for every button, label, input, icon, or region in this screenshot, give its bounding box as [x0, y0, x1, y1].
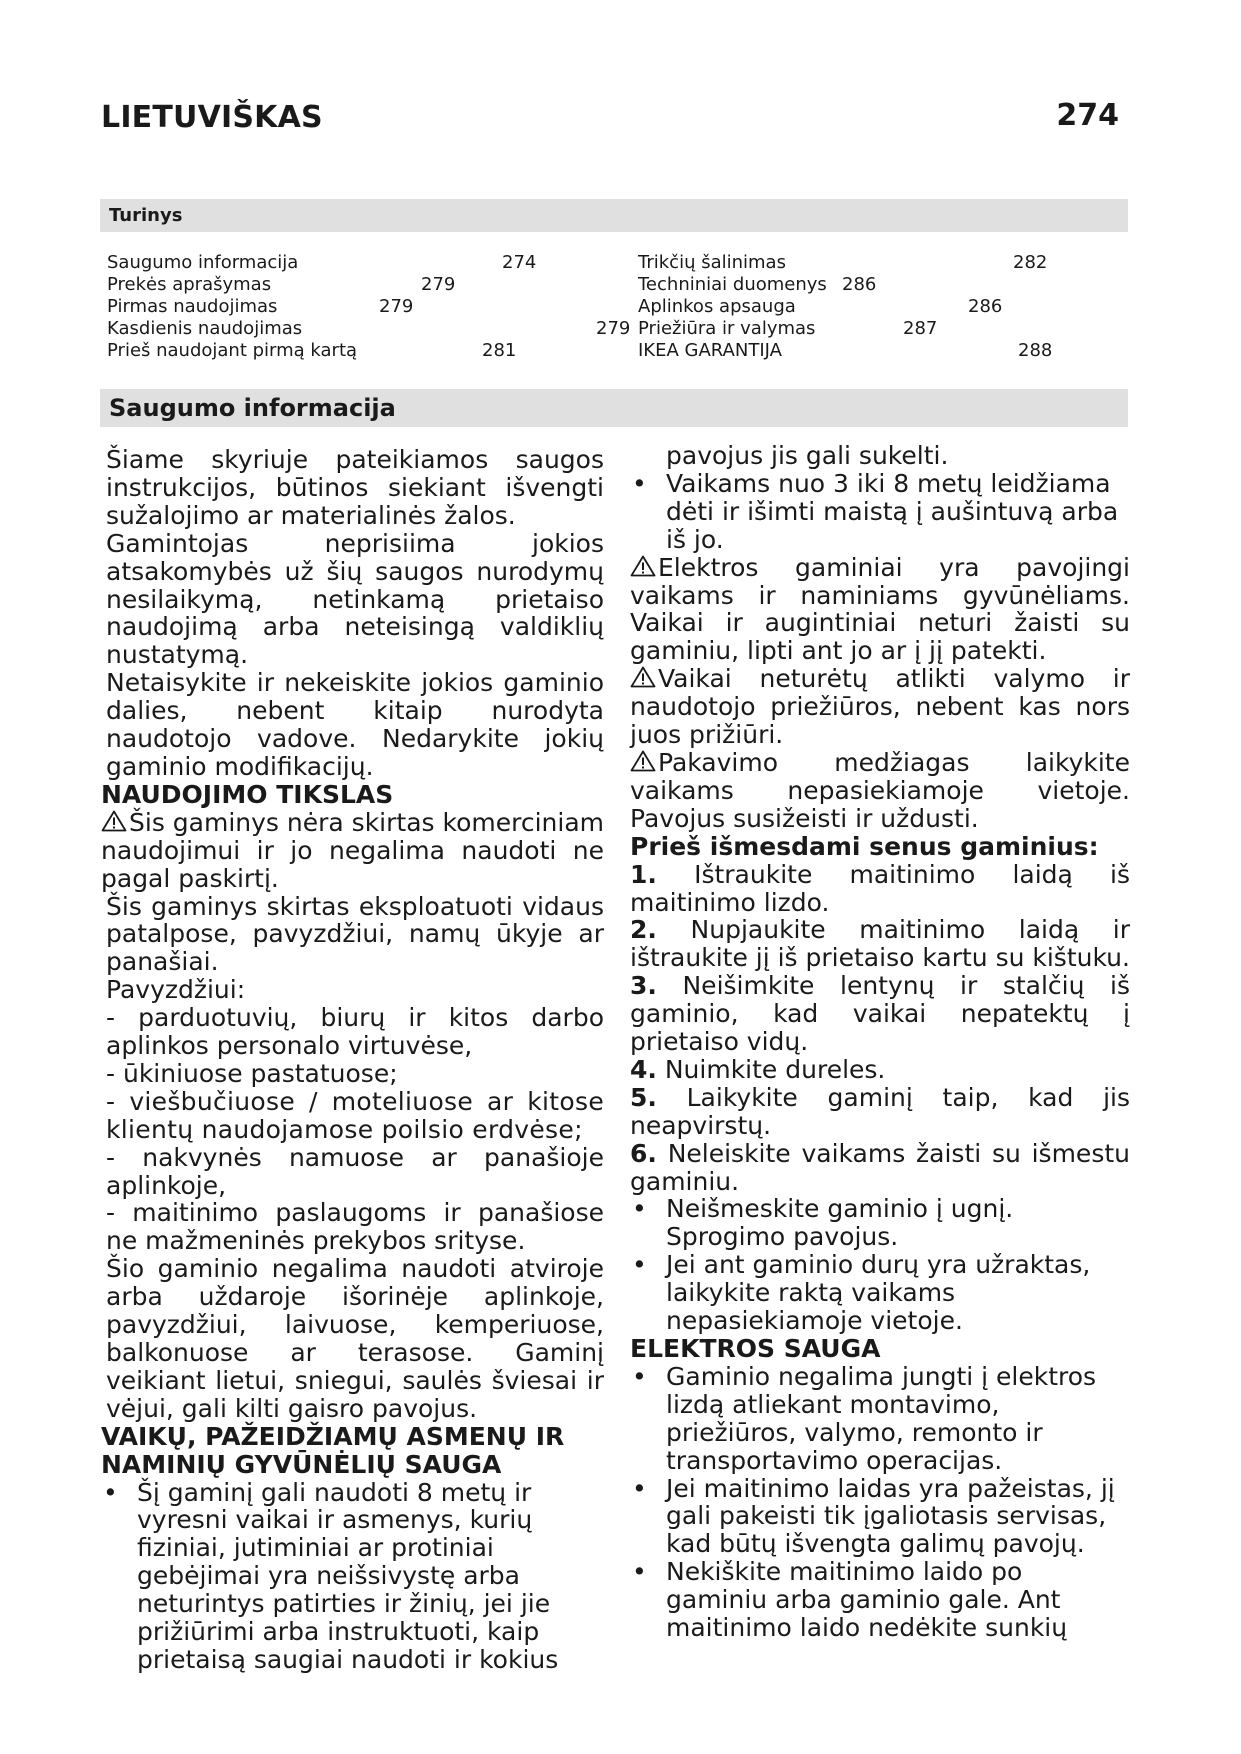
toc-entry-label: Trikčių šalinimas	[638, 252, 786, 273]
step-text: Neišimkite lentynų ir stalčių iš gaminio, kad vaikai nepatektų į prietaiso vidų.	[630, 971, 1130, 1057]
toc-entry-label: Pirmas naudojimas	[107, 296, 278, 317]
step-text: Laikykite gaminį taip, kad jis neapvirstų.	[630, 1082, 1130, 1140]
electric-warning	[630, 554, 1130, 666]
warning-icon	[630, 750, 656, 772]
toc-entry-label: Prekės aprašymas	[107, 274, 272, 295]
example-item: - nakvynės namuose ar panašioje aplinkoje,	[106, 1142, 604, 1200]
disposal-step	[630, 916, 1130, 972]
disposal-step	[630, 861, 1130, 917]
bullet: •	[632, 1250, 647, 1280]
list-item-text: Vaikams nuo 3 iki 8 metų leidžiama dėti ir išimti maistą į aušintuvą arba iš jo.	[666, 468, 1119, 554]
bullet: •	[632, 468, 647, 498]
disposal-step	[630, 1056, 1130, 1084]
list-item	[630, 1251, 1130, 1335]
toc-entry-label: Saugumo informacija	[107, 252, 299, 273]
toc-entry-page: 279	[421, 274, 456, 295]
warning-icon	[101, 810, 127, 832]
toc-entry-label: Aplinkos apsauga	[638, 296, 796, 317]
language-heading: LIETUVIŠKAS	[101, 100, 323, 135]
step-number: 3.	[630, 971, 657, 1001]
packaging-warning	[630, 749, 1130, 833]
toc-entry-page: 279	[379, 296, 414, 317]
step-number: 5.	[630, 1082, 657, 1112]
list-item	[630, 1195, 1130, 1251]
continuation-text-span: pavojus jis gali sukelti.	[666, 441, 949, 470]
modification-paragraph: Netaisykite ir nekeiskite jokios gaminio dalies, nebent kitaip nurodyta naudotojo vadove. Nedarykite jokių gaminio modifikacijų.	[106, 668, 604, 781]
disposal-step	[630, 972, 1130, 1056]
example-item: - parduotuvių, biurų ir kitos darbo aplinkos personalo virtuvėse,	[106, 1003, 604, 1061]
step-text: Nupjaukite maitinimo laidą ir ištraukite jį iš prietaiso kartu su kištuku.	[630, 915, 1130, 973]
example-item: - maitinimo paslaugoms ir panašiose ne mažmeninės prekybos srityse.	[106, 1198, 604, 1256]
examples-label: Pavyzdžiui:	[106, 975, 246, 1005]
page-number: 274	[1056, 98, 1119, 133]
purpose-warning	[101, 809, 604, 893]
list-item-text: Neišmeskite gaminio į ugnį. Sprogimo pavojus.	[666, 1194, 1014, 1252]
toc-title: Turinys	[100, 199, 1128, 232]
list-item-text: Jei ant gaminio durų yra užraktas, laikykite raktą vaikams nepasiekiamoje vietoje.	[666, 1250, 1091, 1336]
purpose-warning-text: Šis gaminys nėra skirtas komerciniam naudojimui ir jo negalima naudoti ne pagal paskirtį.	[101, 807, 604, 893]
warning-icon	[630, 666, 656, 688]
toc-entry-label: Priežiūra ir valymas	[638, 318, 816, 339]
bullet: •	[632, 1557, 647, 1587]
bullet: •	[632, 1361, 647, 1391]
toc-entry-page: 287	[903, 318, 938, 339]
step-text: Ištraukite maitinimo laidą iš maitinimo lizdo.	[630, 859, 1130, 917]
children-heading: VAIKŲ, PAŽEIDŽIAMŲ ASMENŲ IR NAMINIŲ GYVŪNĖLIŲ SAUGA	[101, 1421, 565, 1479]
toc-entry-label: Techniniai duomenys	[638, 274, 827, 295]
packaging-warning-text: Pakavimo medžiagas laikykite vaikams nepasiekiamoje vietoje. Pavojus susižeisti ir uždusti.	[630, 747, 1130, 833]
electric-warning-text: Elektros gaminiai yra pavojingi vaikams ir naminiams gyvūnėliams. Vaikai ir augintiniai neturi žaisti su gaminiu, lipti ant jo ar į jį patekti.	[630, 552, 1130, 666]
liability-paragraph: Gamintojas neprisiima jokios atsakomybės už šių saugos nurodymų nesilaikymą, netinkamą prietaiso naudojimą arba neteisingą valdiklių nustatymą.	[106, 528, 604, 670]
indoor-use-paragraph: Šis gaminys skirtas eksploatuoti vidaus patalpose, pavyzdžiui, namų ūkyje ar panašiai.	[106, 891, 604, 977]
disposal-heading: Prieš išmesdami senus gaminius:	[630, 831, 1099, 861]
toc-entry-page: 288	[1018, 340, 1053, 361]
right-column	[630, 442, 1130, 1642]
step-number: 2.	[630, 915, 657, 945]
list-item	[630, 1558, 1130, 1642]
continuation-text	[630, 442, 1130, 470]
step-number: 6.	[630, 1138, 657, 1168]
list-item-text: Šį gaminį gali naudoti 8 metų ir vyresni vaikai ir asmenys, kurių fiziniai, jutiminiai ar protiniai gebėjimai yra neišsivystę arba neturintys patirties ir žinių, jei jie prižiūrimi arba instruktuoti, kaip prietaisą saugiai naudoti ir kokius	[137, 1477, 559, 1674]
toc-entry-page: 286	[968, 296, 1003, 317]
list-item-text: Nekiškite maitinimo laido po gaminiu arba gaminio gale. Ant maitinimo laido nedėkite sunkių	[666, 1557, 1068, 1643]
step-text: Nuimkite dureles.	[664, 1054, 886, 1084]
left-column	[101, 446, 604, 1674]
electric-heading: ELEKTROS SAUGA	[630, 1334, 881, 1363]
step-number: 4.	[630, 1054, 657, 1084]
cleaning-warning-text: Vaikai neturėtų atlikti valymo ir naudotojo priežiūros, nebent kas nors juos prižiūri.	[630, 664, 1130, 750]
list-item	[101, 1479, 604, 1674]
warning-icon	[630, 555, 656, 577]
list-item-text: Gaminio negalima jungti į elektros lizdą atliekant montavimo, priežiūros, valymo, remonto ir transportavimo operacijas.	[666, 1361, 1097, 1475]
purpose-heading: NAUDOJIMO TIKSLAS	[101, 779, 394, 809]
cleaning-warning	[630, 665, 1130, 749]
step-number: 1.	[630, 859, 657, 889]
intro-paragraph: Šiame skyriuje pateikiamos saugos instrukcijos, būtinos siekiant išvengti sužalojimo ar materialinės žalos.	[106, 445, 604, 530]
toc-entry-label: Prieš naudojant pirmą kartą	[107, 340, 358, 361]
list-item	[630, 1475, 1130, 1559]
toc-entry-label: IKEA GARANTIJA	[638, 340, 782, 361]
toc-entry-page: 274	[502, 252, 537, 273]
disposal-step	[630, 1140, 1130, 1196]
list-item	[630, 470, 1130, 554]
toc-entry-page: 281	[482, 340, 517, 361]
example-item: - viešbučiuose / moteliuose ar kitose klientų naudojamose poilsio erdvėse;	[106, 1086, 604, 1144]
bullet: •	[632, 1194, 647, 1224]
toc-entry-label: Kasdienis naudojimas	[107, 318, 303, 339]
toc-entry-page: 286	[842, 274, 877, 295]
disposal-step	[630, 1084, 1130, 1140]
bullet: •	[103, 1477, 118, 1507]
toc-entry-page: 279	[596, 318, 631, 339]
section-title: Saugumo informacija	[100, 389, 1128, 427]
list-item-text: Jei maitinimo laidas yra pažeistas, jį gali pakeisti tik įgaliotasis servisas, kad būtų išvengta galimų pavojų.	[666, 1473, 1115, 1559]
bullet: •	[632, 1473, 647, 1503]
toc-entry-page: 282	[1013, 252, 1048, 273]
outdoor-paragraph: Šio gaminio negalima naudoti atviroje arba uždaroje išorinėje aplinkoje, pavyzdžiui, laivuose, kemperiuose, balkonuose ar terasose. Gaminį veikiant lietui, sniegui, saulės šviesai ir vėjui, gali kilti gaisro pavojus.	[106, 1254, 604, 1423]
step-text: Neleiskite vaikams žaisti su išmestu gaminiu.	[630, 1138, 1130, 1196]
example-item: - ūkiniuose pastatuose;	[106, 1058, 398, 1088]
list-item	[630, 1363, 1130, 1475]
